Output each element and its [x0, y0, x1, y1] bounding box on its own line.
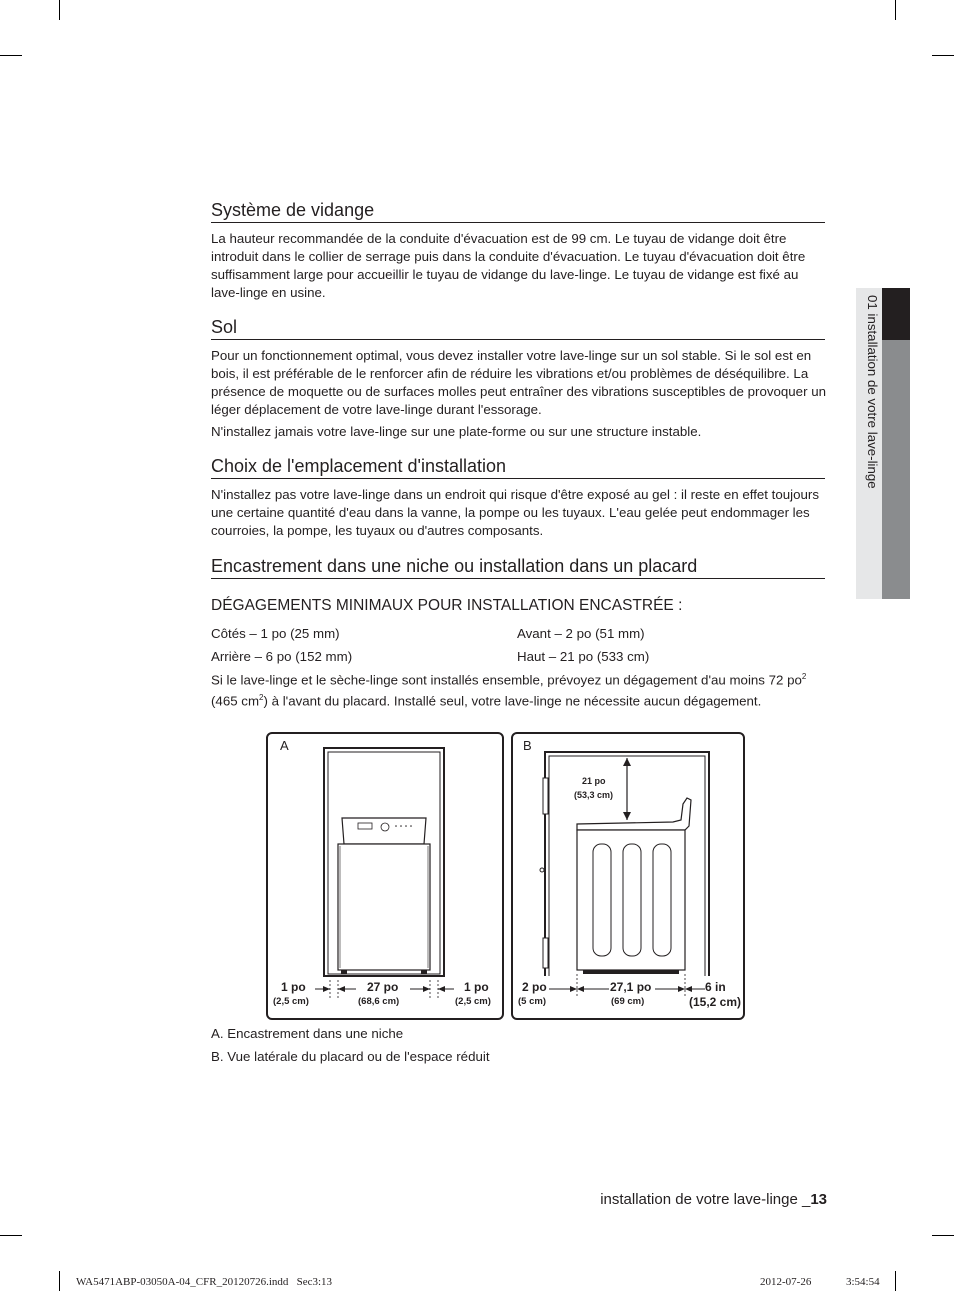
dim-b-top-metric: (53,3 cm)	[574, 790, 614, 800]
clearance-front: Avant – 2 po (51 mm)	[517, 626, 645, 641]
page-number: 13	[810, 1191, 827, 1208]
crop-mark	[0, 1235, 22, 1236]
crop-mark	[932, 55, 954, 56]
paragraph-encastrement-note	[211, 668, 827, 715]
closet-hinge	[543, 778, 548, 814]
body-vidange: La hauteur recommandée de la conduite d'évacuation est de 99 cm. Le tuyau de vidange doit être introduit dans le collier de serrage puis dans la conduite d'évacuation. Le tuyau d'évacuation doit être suffisamment large pour accueillir le tuyau de vidange du lave-linge. Le tuyau de vidange est fixé au lave-linge en usine.	[211, 231, 806, 300]
paragraph-sol	[211, 347, 827, 445]
crop-mark	[0, 55, 22, 56]
crop-mark	[932, 1235, 954, 1236]
footer-section: installation de votre lave-linge _	[600, 1191, 811, 1208]
dim-b-front: 2 po	[522, 980, 547, 994]
body-emplacement: N'installez pas votre lave-linge dans un endroit qui risque d'être exposé au gel : il reste en effet toujours une certaine quantité d'eau dans la vanne, la pompe ou les tuyaux. L'eau gelée peut endommager les courroies, la pompe, les tuyaux ou d'autres composants.	[211, 487, 819, 538]
paragraph-vidange	[211, 230, 827, 306]
dim-a-left: 1 po	[281, 980, 306, 994]
note-part-a: Si le lave-linge et le sèche-linge sont installés ensemble, prévoyez un dégagement d'au moins 72 po	[211, 672, 802, 688]
clearance-rear: Arrière – 6 po (152 mm)	[211, 649, 353, 664]
page-footer	[600, 1191, 827, 1208]
slug-filename: WA5471ABP-03050A-04_CFR_20120726.indd Sec3:13	[76, 1276, 333, 1288]
note-part-b: (465 cm	[211, 693, 260, 709]
side-tab-marker	[882, 288, 910, 340]
washer-body	[338, 844, 430, 970]
subheading-clearances: DÉGAGEMENTS MINIMAUX POUR INSTALLATION ENCASTRÉE :	[211, 597, 683, 614]
dim-a-right: 1 po	[464, 980, 489, 994]
heading-encastrement: Encastrement dans une niche ou installation dans un placard	[211, 555, 825, 579]
clearance-sides: Côtés – 1 po (25 mm)	[211, 626, 340, 641]
side-tab-bar	[882, 340, 910, 599]
dim-b-rear-metric: (15,2 cm)	[689, 995, 742, 1009]
slug-time: 3:54:54	[846, 1276, 880, 1288]
crop-mark	[59, 0, 60, 20]
body-sol-1: Pour un fonctionnement optimal, vous devez installer votre lave-linge sur un sol stable. Si le sol est en bois, il est préférable de le renforcer afin de réduire les vibrations et/ou problèmes de déséquilibre. La présence de moquette ou de surfaces molles peut entraîner des vibrations susceptibles de provoquer un léger déplacement de votre lave-linge durant l'essorage.	[211, 348, 826, 417]
dim-b-depth: 27,1 po	[610, 980, 652, 994]
dim-b-front-metric: (5 cm)	[518, 996, 546, 1007]
dim-a-right-metric: (2,5 cm)	[455, 996, 491, 1007]
dim-a-left-metric: (2,5 cm)	[273, 996, 309, 1007]
caption-a: A. Encastrement dans une niche	[211, 1026, 404, 1041]
figure-b	[511, 732, 745, 1020]
figure-a-drawing	[268, 734, 502, 1018]
slug-date: 2012-07-26	[760, 1276, 812, 1288]
figure-b-label: B	[523, 738, 532, 753]
dim-b-top: 21 po	[582, 776, 606, 786]
note-superscript: 2	[259, 693, 264, 703]
heading-emplacement: Choix de l'emplacement d'installation	[211, 455, 825, 479]
dim-a-width-metric: (68,6 cm)	[358, 996, 400, 1007]
heading-vidange: Système de vidange	[211, 199, 825, 223]
crop-mark	[59, 1271, 60, 1291]
closet-hinge	[543, 938, 548, 968]
figure-b-drawing	[513, 734, 743, 1018]
washer-top	[577, 798, 691, 830]
figure-a	[266, 732, 504, 1020]
paragraph-emplacement	[211, 486, 827, 544]
body-sol-2: N'installez jamais votre lave-linge sur une plate-forme ou sur une structure instable.	[211, 424, 702, 439]
clearance-top: Haut – 21 po (533 cm)	[517, 649, 650, 664]
dim-b-depth-metric: (69 cm)	[611, 996, 645, 1007]
heading-sol: Sol	[211, 316, 825, 340]
side-tab-label: 01 installation de votre lave-linge	[865, 295, 880, 489]
note-part-c: ) à l'avant du placard. Installé seul, votre lave-linge ne nécessite aucun dégagement.	[263, 693, 762, 709]
crop-mark	[895, 0, 896, 20]
figure-a-label: A	[280, 738, 289, 753]
caption-b: B. Vue latérale du placard ou de l'espace réduit	[211, 1049, 490, 1064]
dim-a-width: 27 po	[367, 980, 399, 994]
note-superscript: 2	[801, 672, 807, 681]
crop-mark	[895, 1271, 896, 1291]
dim-b-rear: 6 in	[705, 980, 726, 994]
